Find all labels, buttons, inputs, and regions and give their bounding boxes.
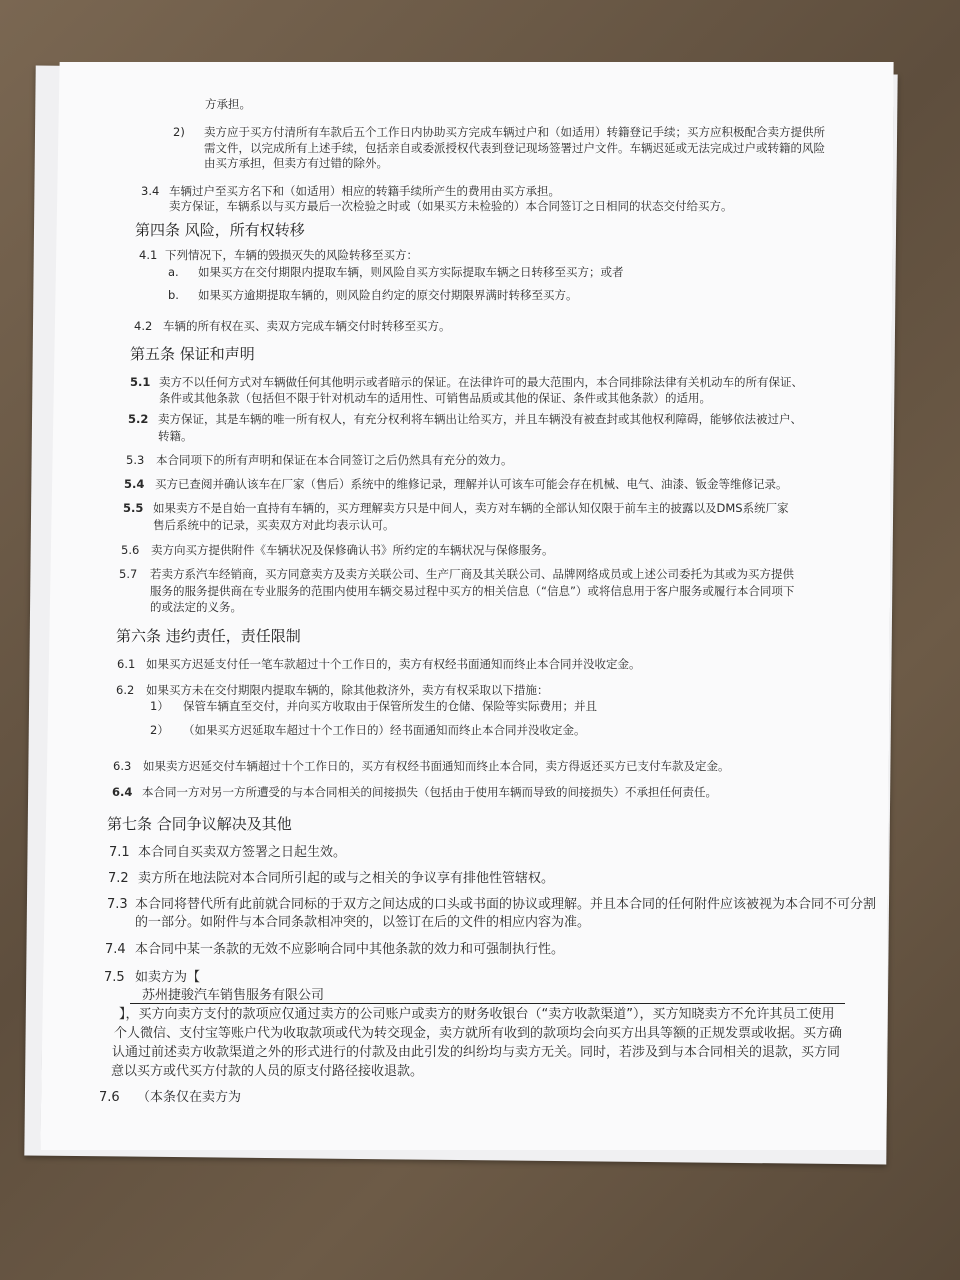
line: 如果买方在交付期限内提取车辆，则风险自买方实际提取车辆之日转移至买方；或者 (198, 265, 624, 279)
line: 本合同自买卖双方签署之日起生效。 (138, 845, 347, 860)
line: 买方已查阅并确认该车在厂家（售后）系统中的维修记录，理解并认可该车可能会存在机械、电气、油漆、钣金等维修记录。 (155, 477, 788, 491)
item-letter: b. (168, 288, 179, 302)
line: 服务的服务提供商在专业服务的范围内使用车辆交易过程中买方的相关信息（“信息”）或将信息用于客户服务或履行本合同项下 (150, 584, 795, 598)
clause-number: 3.4 (141, 184, 160, 198)
clause-number: 6.1 (117, 657, 136, 671)
line: 意以买方或代买方付款的人员的原支付路径接收退款。 (111, 1064, 424, 1079)
line: 卖方不以任何方式对车辆做任何其他明示或者暗示的保证。在法律许可的最大范围内，本合同排除法律有关机动车的所有保证、 (159, 375, 803, 389)
section-heading: 第四条 风险，所有权转移 (135, 221, 305, 239)
clause-number: 5.3 (126, 453, 145, 467)
line: 本合同将替代所有此前就合同标的于双方之间达成的口头或书面的协议或理解。并且本合同的任何附件应该被视为本合同不可分割 (135, 897, 877, 912)
clause-number: 5.7 (119, 567, 138, 581)
line: 本合同一方对另一方所遭受的与本合同相关的间接损失（包括由于使用车辆而导致的间接损失）不承担任何责任。 (142, 785, 717, 799)
line: 卖方保证，车辆系以与买方最后一次检验之时或（如果买方未检验的）本合同签订之日相同的状态交付给买方。 (169, 199, 733, 213)
clause-number: 7.1 (109, 845, 130, 860)
section-heading: 第五条 保证和声明 (130, 345, 255, 363)
line: 如果卖方迟延交付车辆超过十个工作日的，买方有权经书面通知而终止本合同，卖方得返还买方已支付车款及定金。 (143, 759, 730, 773)
line: 需文件，以完成所有上述手续，包括亲自或委派授权代表到登记现场签署过户文件。车辆迟延或无法完成过户或转籍的风险 (204, 141, 825, 155)
section-heading: 第六条 违约责任，责任限制 (116, 627, 301, 645)
line: 售后系统中的记录，买卖双方对此均表示认可。 (153, 518, 395, 532)
line: 车辆过户至买方名下和（如适用）相应的转籍手续所产生的费用由买方承担。 (169, 184, 560, 198)
clause-number: 4.1 (139, 248, 158, 262)
line: 本合同项下的所有声明和保证在本合同签订之后仍然具有充分的效力。 (156, 453, 513, 467)
line: 条件或其他条款（包括但不限于针对机动车的适用性、可销售品质或其他的保证、条件或其他条款）的适用。 (159, 391, 711, 405)
line: 如卖方为【 (135, 970, 201, 985)
line: 如果买方迟延支付任一笔车款超过十个工作日的，卖方有权经书面通知而终止本合同并没收定金。 (146, 657, 641, 671)
clause-number: 7.2 (108, 871, 129, 886)
item-letter: a. (168, 265, 179, 279)
clause-number: 5.2 (128, 412, 149, 426)
line: 如果买方逾期提取车辆的，则风险自约定的原交付期限界满时转移至买方。 (198, 288, 578, 302)
line: 的一部分。如附件与本合同条款相冲突的，以签订在后的文件的相应内容为准。 (135, 915, 591, 930)
line: 卖方保证，其是车辆的唯一所有权人，有充分权利将车辆出让给买方，并且车辆没有被查封或其他权利障碍，能够依法被过户、 (158, 412, 802, 426)
clause-number: 4.2 (134, 319, 153, 333)
line: 卖方应于买方付清所有车款后五个工作日内协助买方完成车辆过户和（如适用）转籍登记手续；买方应积极配合卖方提供所 (204, 125, 825, 139)
clause-number: 5.6 (121, 543, 140, 557)
line: 如果卖方不是自始一直持有车辆的，买方理解卖方只是中间人，卖方对车辆的全部认知仅限于前车主的披露以及DMS系统厂家 (153, 501, 789, 515)
line: 若卖方系汽车经销商，买方同意卖方及卖方关联公司、生产厂商及其关联公司、品牌网络成员或上述公司委托为其或为买方提供 (150, 567, 794, 581)
fill-in-underline (130, 1003, 845, 1004)
clause-number: 7.6 (99, 1090, 120, 1105)
line: 卖方向买方提供附件《车辆状况及保修确认书》所约定的车辆状况与保修服务。 (151, 543, 554, 557)
line: 如果买方未在交付期限内提取车辆的，除其他救济外，卖方有权采取以下措施： (146, 683, 549, 697)
clause-number: 6.4 (112, 785, 133, 799)
line: 保管车辆直至交付，并向买方收取由于保管所发生的仓储、保险等实际费用；并且 (183, 699, 597, 713)
clause-number: 7.4 (105, 942, 126, 957)
line: （如果买方迟延取车超过十个工作日的）经书面通知而终止本合同并没收定金。 (183, 723, 586, 737)
line: 个人微信、支付宝等账户代为收取款项或代为转交现金，卖方就所有收到的款项均会向买方出具等额的正规发票或收据。买方确 (114, 1026, 843, 1041)
line: （本条仅在卖方为 (137, 1090, 242, 1105)
seller-company-name: 苏州捷骏汽车销售服务有限公司 (142, 988, 325, 1003)
clause-number: 6.3 (113, 759, 132, 773)
item-number: 1） (150, 699, 169, 713)
clause-number: 7.5 (104, 970, 125, 985)
item-number: 2） (150, 723, 169, 737)
line: 本合同中某一条款的无效不应影响合同中其他条款的效力和可强制执行性。 (135, 942, 565, 957)
line: 卖方所在地法院对本合同所引起的或与之相关的争议享有排他性管辖权。 (138, 871, 555, 886)
clause-number: 5.1 (130, 375, 151, 389)
item-number: 2) (173, 125, 185, 139)
line: 转籍。 (158, 429, 193, 443)
line: 的或法定的义务。 (150, 600, 242, 614)
clause-number: 5.5 (123, 501, 144, 515)
line: 认通过前述卖方收款渠道之外的形式进行的付款及由此引发的纠纷均与卖方无关。同时，若涉及到与本合同相关的退款，买方同 (112, 1045, 841, 1060)
line: 下列情况下，车辆的毁损灭失的风险转移至买方： (165, 248, 418, 262)
line: 由买方承担，但卖方有过错的除外。 (204, 156, 388, 170)
clause-number: 5.4 (124, 477, 145, 491)
section-heading: 第七条 合同争议解决及其他 (107, 815, 292, 833)
clause-number: 7.3 (107, 897, 128, 912)
line: 】，买方向卖方支付的款项应仅通过卖方的公司账户或卖方的财务收银台（“卖方收款渠道”），买方知晓卖方不允许其员工使用 (119, 1007, 835, 1022)
line: 方承担。 (205, 97, 251, 111)
line: 车辆的所有权在买、卖双方完成车辆交付时转移至买方。 (163, 319, 451, 333)
clause-number: 6.2 (116, 683, 135, 697)
